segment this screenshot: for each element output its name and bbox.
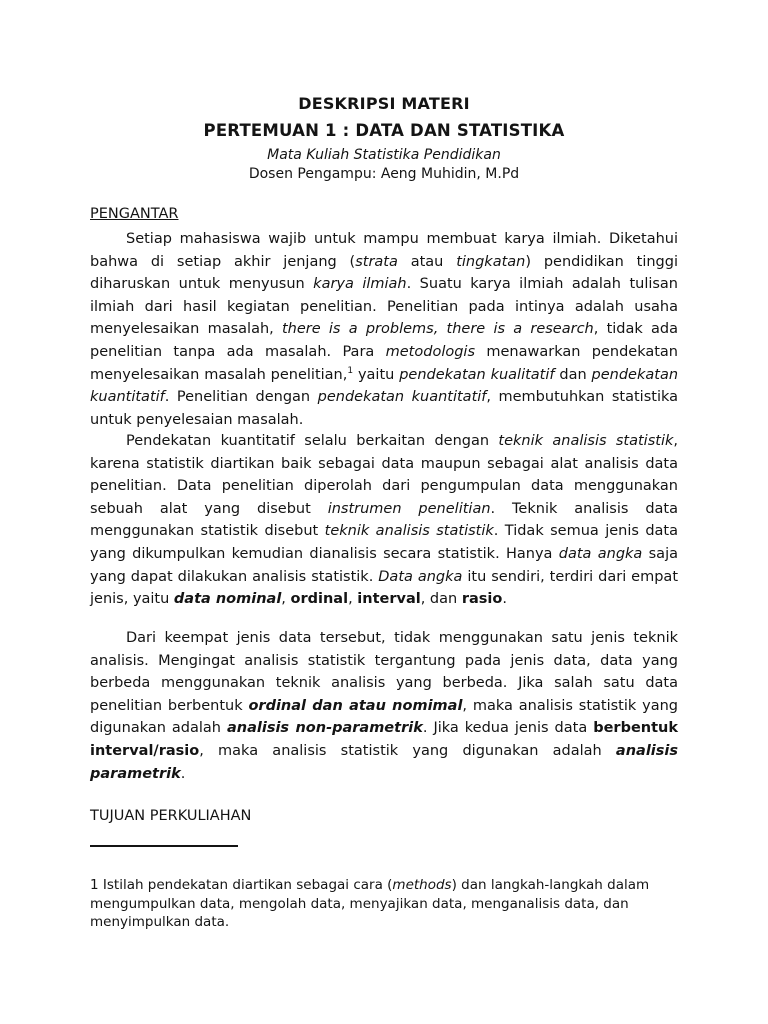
footnote-reference: 1 — [347, 365, 354, 376]
footnote-divider — [90, 845, 238, 847]
paragraph-3: Dari keempat jenis data tersebut, tidak menggunakan satu jenis teknik analisis. Mengingat analisis statistik tergantung pada jenis data, data yang berbeda menggunakan teknik analisis yang berbeda. Jika salah satu data penelitian berbentuk ordinal dan atau nomimal, maka analisis statistik yang digunakan adalah analisis non-parametrik. Jika kedua jenis data berbentuk interval/rasio, maka analisis statistik yang digunakan adalah analisis parametrik. — [90, 630, 679, 782]
paragraph-1: Setiap mahasiswa wajib untuk mampu membuat karya ilmiah. Diketahui bahwa di setiap akhir jenjang (strata atau tingkatan) pendidikan tinggi diharuskan untuk menyusun karya ilmiah. Suatu karya ilmiah adalah tulisan ilmiah dari hasil kegiatan penelitian. Penelitian pada intinya adalah usaha menyelesaikan masalah, there is a problems, there is a research, tidak ada penelitian tanpa ada masalah. Para metodologis menawarkan pendekatan menyelesaikan masalah penelitian,$^1$ yaitu pendekatan kualitatif dan pendekatan kuantitatif. Penelitian dengan pendekatan kuantitatif, membutuhkan statistika untuk penyelesaian masalah. — [90, 231, 679, 428]
section-heading-pengantar: PENGANTAR — [90, 206, 179, 222]
document-title: DESKRIPSI MATERI — [298, 94, 470, 113]
course-name: Mata Kuliah Statistika Pendidikan — [267, 147, 501, 163]
footnote-text: 1 Istilah pendekatan diartikan sebagai cara (methods) dan langkah-langkah dalam mengumpulkan data, mengolah data, menyajikan data, menganalisis data, dan menyimpulkan data. — [90, 877, 650, 930]
meeting-title: PERTEMUAN 1 : DATA DAN STATISTIKA — [203, 121, 565, 140]
lecturer-name: Dosen Pengampu: Aeng Muhidin, M.Pd — [248, 166, 520, 182]
section-heading-tujuan: TUJUAN PERKULIAHAN — [90, 808, 252, 824]
paragraph-2: Pendekatan kuantitatif selalu berkaitan dengan teknik analisis statistik, karena statistik diartikan baik sebagai data maupun sebagai alat analisis data penelitian. Data penelitian diperolah dari pengumpulan data menggunakan sebuah alat yang disebut instrumen penelitian. Teknik analisis data menggunakan statistik disebut teknik analisis statistik. Tidak semua jenis data yang dikumpulkan kemudian dianalisis secara statistik. Hanya data angka saja yang dapat dilakukan analisis statistik. Data angka itu sendiri, terdiri dari empat jenis, yaitu data nominal, ordinal, interval, dan rasio. — [90, 433, 679, 608]
